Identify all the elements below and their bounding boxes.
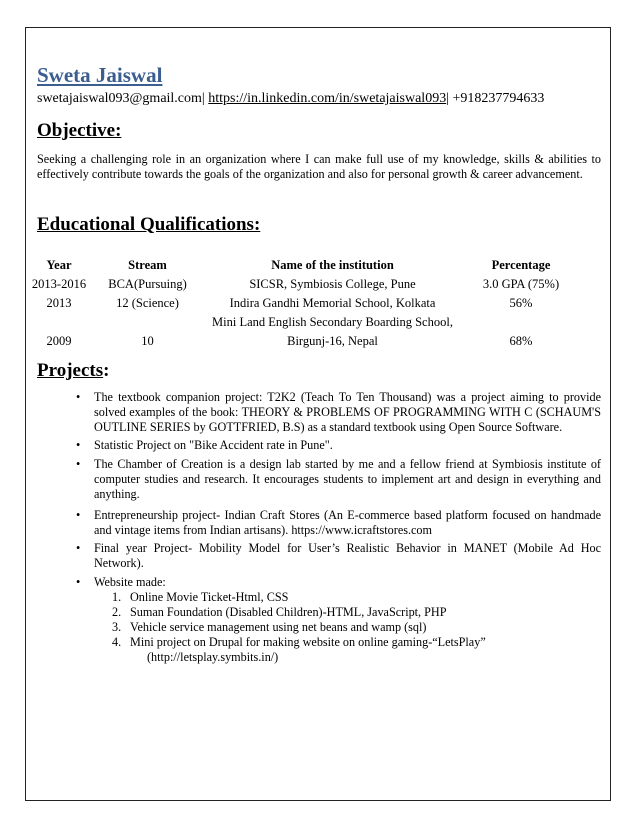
col-year: Year: [46, 258, 72, 272]
project-text: Final year Project- Mobility Model for User’s Realistic Behavior in MANET (Mobile Ad Hoc Network).: [94, 541, 601, 570]
objective-text: Seeking a challenging role in an organization where I can make full use of my knowledge, skills & abilities to effectively contribute towards the goals of the organization and also for personal growth & career advancement.: [37, 152, 601, 181]
year-cell: 2013: [46, 296, 72, 310]
institution-cell: Indira Gandhi Memorial School, Kolkata: [229, 296, 436, 310]
project-text: The textbook companion project: T2K2 (Teach To Ten Thousand) was a project aiming to provide solved examples of the book: THEORY & PROBLEMS OF PROGRAMMING WITH C (SCHAUM'S OUTLINE SERIES by GOTTFRIED, B.S) as a standard textbook using Open Source Software.: [94, 390, 601, 434]
list-item: [37, 541, 601, 571]
year-cell: 2013-2016: [31, 277, 87, 291]
education-heading: Educational Qualifications:: [37, 214, 261, 235]
bullet-icon: •: [76, 575, 81, 589]
table-row: [21, 332, 575, 351]
website-text: Online Movie Ticket-Html, CSS: [130, 590, 289, 604]
list-item: [94, 605, 601, 620]
item-number: 4.: [112, 635, 122, 649]
col-institution: Name of the institution: [271, 258, 394, 272]
website-url: (http://letsplay.symbits.in/): [147, 650, 279, 664]
project-text: Website made:: [94, 575, 166, 589]
list-item: [37, 390, 601, 435]
website-text: Suman Foundation (Disabled Children)-HTML, JavaScript, PHP: [130, 605, 447, 619]
email-text: swetajaiswal093@gmail.com|: [37, 91, 205, 106]
stream-cell: 12 (Science): [116, 296, 179, 310]
stream-cell: 10: [141, 334, 154, 348]
col-percentage: Percentage: [491, 258, 551, 272]
websites-list: [94, 590, 601, 650]
phone-text: | +918237794633: [446, 91, 545, 106]
project-text: The Chamber of Creation is a design lab started by me and a fellow friend at Symbiosis institute of computer studies and research. It encourages students to implement art and design in everything and anything.: [94, 457, 601, 501]
website-text: Vehicle service management using net beans and wamp (sql): [130, 620, 427, 634]
item-number: 2.: [112, 605, 122, 619]
percentage-cell: 56%: [509, 296, 533, 310]
list-item: [37, 457, 601, 502]
percentage-cell: 68%: [509, 334, 533, 348]
list-item: [37, 508, 601, 538]
institution-cell: SICSR, Symbiosis College, Pune: [249, 277, 416, 291]
year-cell: [21, 313, 97, 332]
list-item: [94, 620, 601, 635]
resume-content: [37, 62, 601, 108]
project-text: Statistic Project on "Bike Accident rate in Pune".: [94, 438, 333, 452]
list-item: [37, 575, 601, 665]
stream-cell: BCA(Pursuing): [108, 277, 187, 291]
stream-cell: [97, 313, 198, 332]
projects-heading-text: Projects: [37, 360, 104, 381]
table-header-row: [21, 256, 575, 275]
item-number: 3.: [112, 620, 122, 634]
institution-cell: Mini Land English Secondary Boarding School,: [212, 315, 453, 329]
percentage-cell: [467, 313, 575, 332]
bullet-icon: •: [76, 541, 81, 555]
year-cell: 2009: [46, 334, 72, 348]
contact-line: [37, 90, 601, 108]
list-item: [37, 438, 601, 453]
list-item: [94, 590, 601, 605]
bullet-icon: •: [76, 508, 81, 522]
candidate-name: Sweta Jaiswal: [37, 63, 163, 87]
projects-list: [37, 390, 601, 665]
institution-cell: Birgunj-16, Nepal: [287, 334, 378, 348]
objective-heading: Objective:: [37, 120, 122, 141]
table-row: [21, 294, 575, 313]
list-item: [94, 635, 601, 650]
table-row: [21, 313, 575, 332]
col-stream: Stream: [128, 258, 167, 272]
bullet-icon: •: [76, 390, 81, 404]
bullet-icon: •: [76, 438, 81, 452]
website-text: Mini project on Drupal for making website on online gaming-“LetsPlay”: [130, 635, 486, 649]
projects-heading: [37, 360, 109, 382]
linkedin-link[interactable]: https://in.linkedin.com/in/swetajaiswal093: [208, 91, 447, 106]
bullet-icon: •: [76, 457, 81, 471]
percentage-cell: 3.0 GPA (75%): [482, 277, 560, 291]
table-row: [21, 275, 575, 294]
item-number: 1.: [112, 590, 122, 604]
projects-heading-colon: :: [103, 360, 110, 381]
project-text: Entrepreneurship project- Indian Craft Stores (An E-commerce based platform focused on handmade and vintage items from Indian artisans). https://www.icraftstores.com: [94, 508, 601, 537]
education-table: [21, 256, 575, 351]
